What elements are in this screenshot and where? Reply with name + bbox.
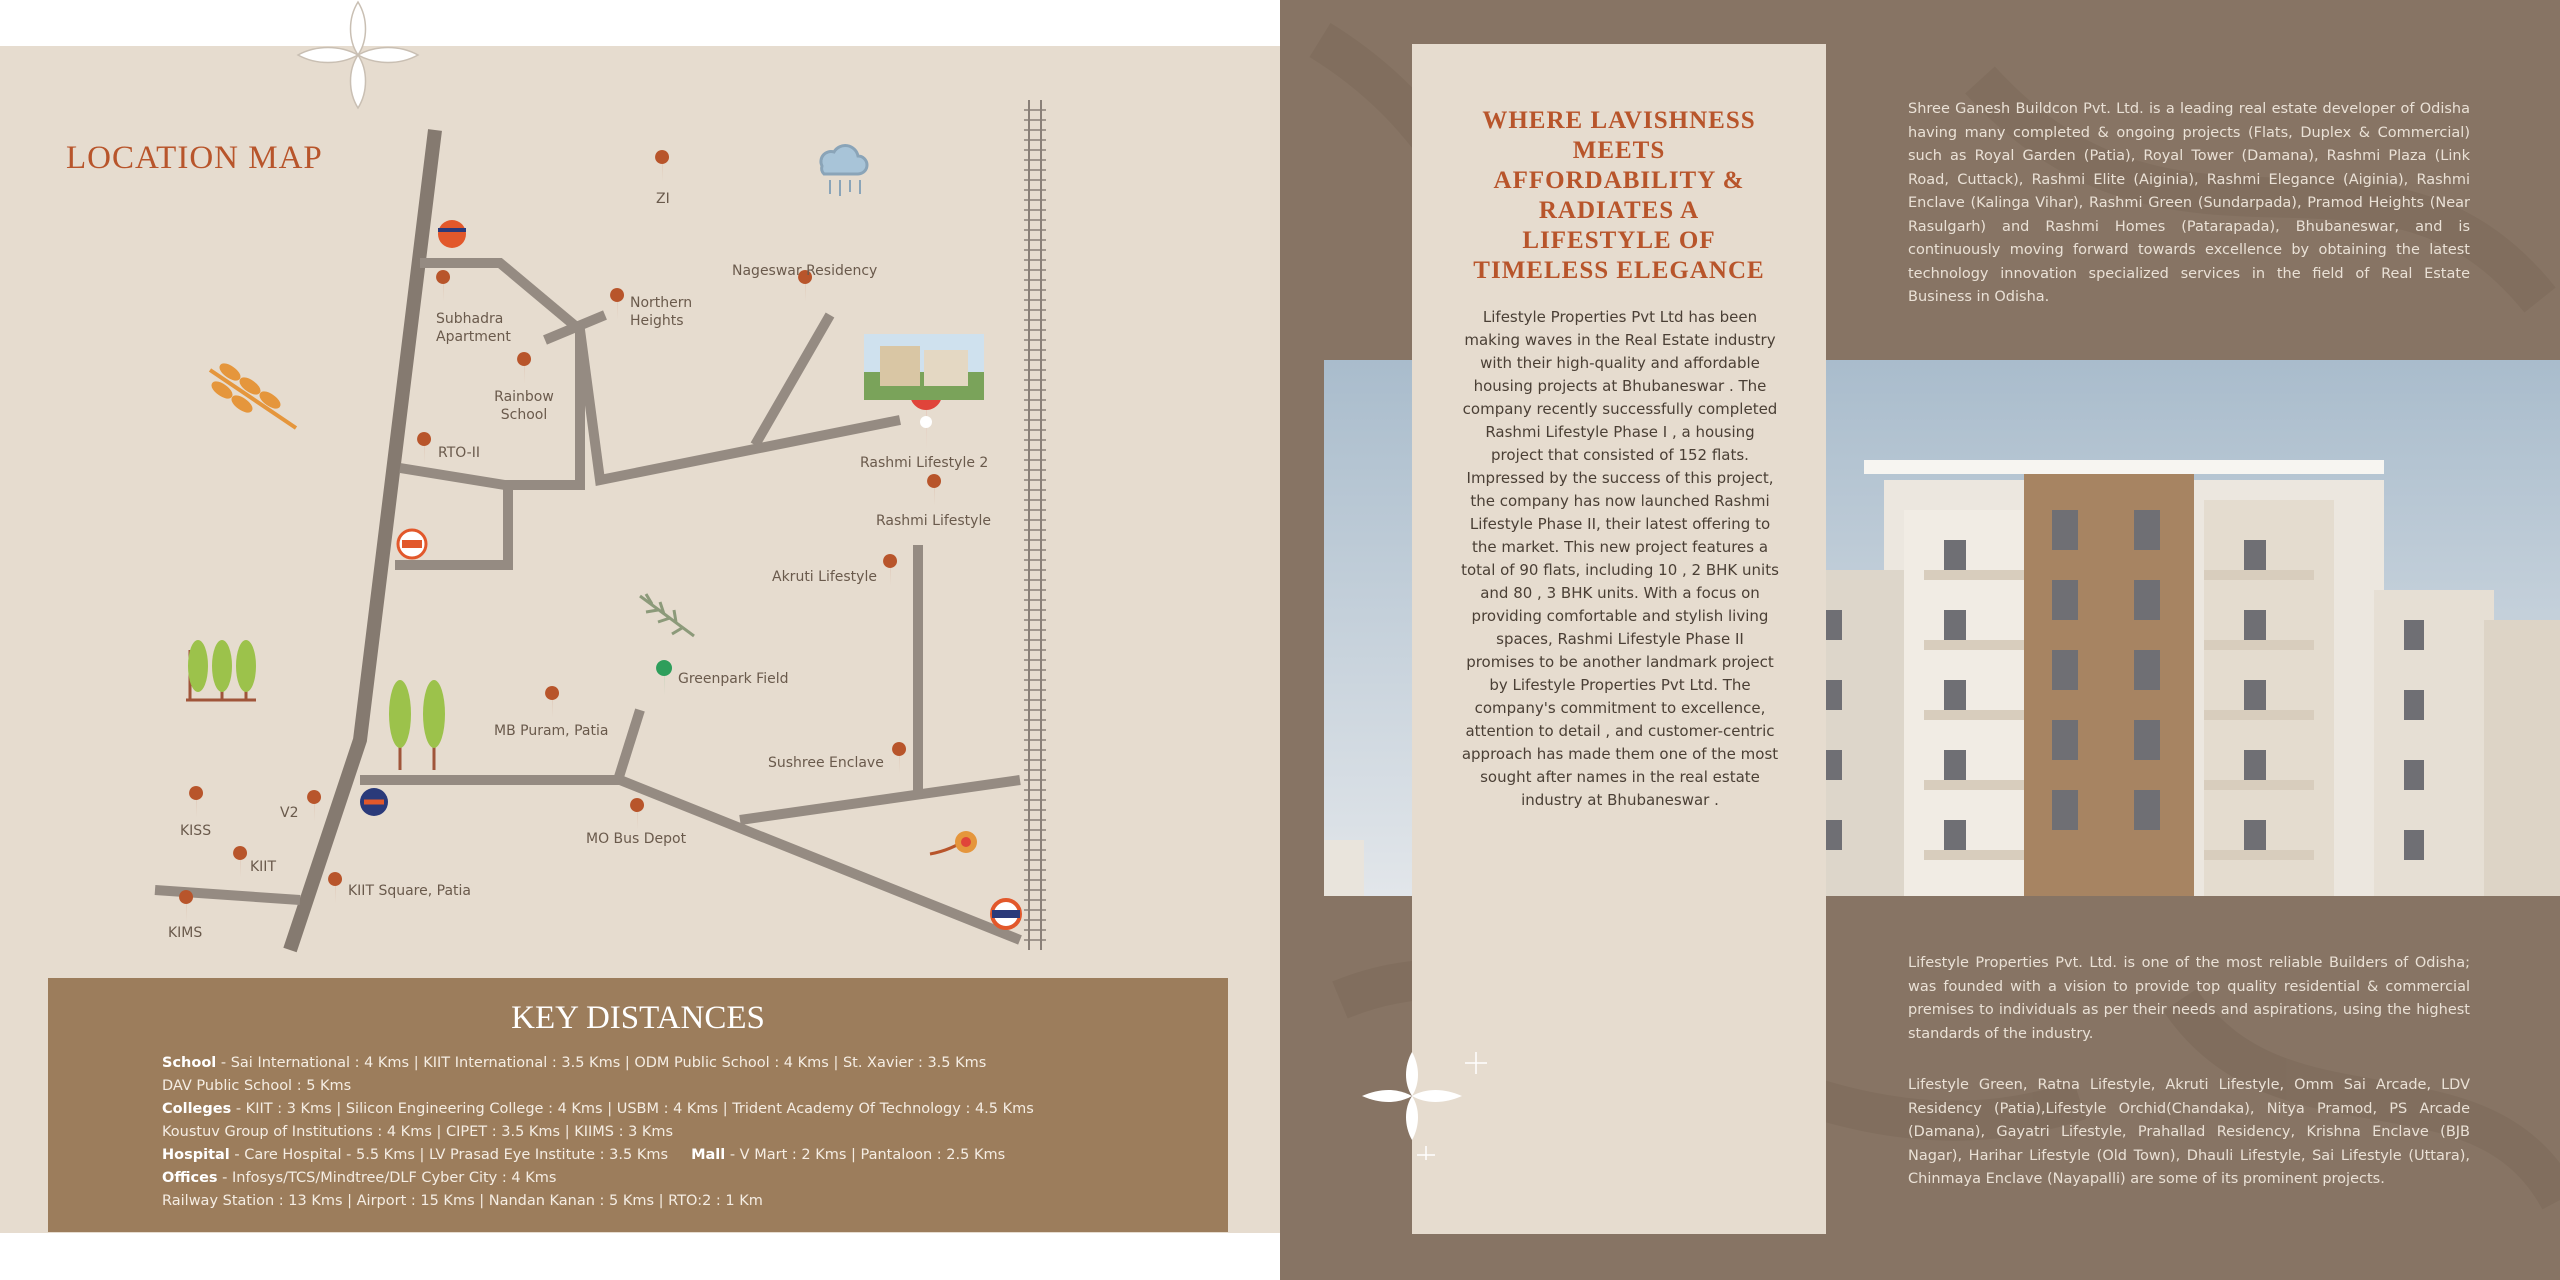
category-label: Colleges — [162, 1101, 232, 1117]
pin-icon — [328, 872, 342, 904]
pin-icon — [630, 798, 644, 830]
distance-text: - KIIT : 3 Kms | Silicon Engineering College : 4 Kms | USBM : 4 Kms | Trident Academy Of Technology : 4.5 Kms — [231, 1101, 1034, 1117]
distance-row — [162, 1144, 1034, 1167]
company-description: Shree Ganesh Buildcon Pvt. Ltd. is a leading real estate developer of Odisha having many completed & ongoing projects (Flats, Duplex & Commercial) such as Royal Garden (Patia), Royal Tower (Damana), Rashmi Plaza (Link Road, Cuttack), Rashmi Elite (Aiginia), Rashmi Elegance (Aiginia), Rashmi Enclave (Kalinga Vihar), Rashmi Green (Sundarpada), Pramod Heights (Near Rasulgarh) and Rashmi Homes (Patarapada), Bhubaneswar, and is continuously moving forward towards excellence by obtaining the latest technology innovation specialized services in the field of Real Estate Business in Odisha. — [1908, 101, 2470, 305]
pin-icon — [417, 432, 431, 464]
distance-row — [162, 1075, 1034, 1098]
pin-icon — [883, 554, 897, 586]
hp-logo-icon — [360, 788, 388, 816]
pin-icon — [655, 150, 669, 182]
distance-text: - Infosys/TCS/Mindtree/DLF Cyber City : 4 Kms — [217, 1170, 557, 1186]
distance-row — [162, 1098, 1034, 1121]
pin-icon — [179, 890, 193, 922]
place-label: Rashmi Lifestyle 2 — [860, 455, 989, 471]
place-label: MO Bus Depot — [586, 831, 687, 847]
distance-text: - V Mart : 2 Kms | Pantaloon : 2.5 Kms — [725, 1147, 1006, 1163]
company-projects: Lifestyle Green, Ratna Lifestyle, Akruti Lifestyle, Omm Sai Arcade, LDV Residency (Patia),Lifestyle Orchid(Chandaka), Nitya Pramod, PS Arcade (Damana), Gayatri Lifestyle, Prahallad Residency, Krishna Enclave (BJB Nagar), Harihar Lifestyle (Old Town), Dhauli Lifestyle, Sai Lifestyle (Uttara), Chinmaya Enclave (Nayapalli) are some of its prominent projects. — [1908, 1077, 2470, 1187]
indianoil-logo-icon — [438, 220, 466, 248]
place-label: Rainbow School — [494, 389, 554, 423]
flower-ornament — [1350, 1040, 1490, 1160]
company-vision: Lifestyle Properties Pvt. Ltd. is one of the most reliable Builders of Odisha; was founded with a vision to provide top quality residential & commercial premises to individuals as per their needs and aspirations, using the highest standards of the industry. — [1908, 955, 2470, 1042]
place-label: KIIT Square, Patia — [348, 883, 471, 899]
pin-icon — [436, 270, 450, 302]
place-label: V2 — [280, 805, 299, 821]
place-label: Rashmi Lifestyle — [876, 513, 991, 529]
distance-text: DAV Public School : 5 Kms — [162, 1078, 352, 1094]
trees-icon — [389, 680, 445, 770]
distance-text: - Care Hospital - 5.5 Kms | LV Prasad Eye Institute : 3.5 Kms — [229, 1147, 669, 1163]
place-label: RTO-II — [438, 445, 480, 461]
distance-text: Railway Station : 13 Kms | Airport : 15 Kms | Nandan Kanan : 5 Kms | RTO:2 : 1 Km — [162, 1193, 763, 1209]
category-label: Offices — [162, 1170, 218, 1186]
place-label: Subhadra Apartment — [436, 311, 511, 345]
category-label: Hospital — [162, 1147, 230, 1163]
place-label: KIMS — [168, 925, 203, 941]
pin-icon — [307, 790, 321, 822]
flower-icon — [930, 831, 977, 854]
distance-row — [162, 1190, 1034, 1213]
trees-icon — [186, 640, 256, 700]
pin-icon — [233, 846, 247, 878]
distance-text: Koustuv Group of Institutions : 4 Kms | CIPET : 3.5 Kms | KIIMS : 3 Kms — [162, 1124, 674, 1140]
railway — [1024, 100, 1046, 950]
pin-icon — [892, 742, 906, 774]
bharat-petroleum-logo-icon — [398, 530, 426, 558]
distance-row — [162, 1052, 1034, 1075]
key-distances-panel — [48, 978, 1228, 1232]
place-label: Northern Heights — [630, 295, 693, 329]
rain-cloud-icon — [821, 146, 867, 196]
leaf-icon — [640, 594, 694, 636]
place-label: Akruti Lifestyle — [772, 569, 877, 585]
place-label: ZI — [656, 191, 670, 207]
place-label: Nageswar Residency — [732, 263, 878, 279]
category-label: School — [162, 1055, 217, 1071]
wheat-icon — [210, 363, 296, 428]
pin-icon — [545, 686, 559, 718]
building-thumbnail — [864, 334, 984, 400]
distance-row — [162, 1121, 1034, 1144]
key-distances-list — [162, 1052, 1034, 1213]
place-label: KISS — [180, 823, 212, 839]
place-label: Greenpark Field — [678, 671, 789, 687]
key-distances-title: KEY DISTANCES — [511, 1000, 765, 1036]
map-title: LOCATION MAP — [66, 140, 323, 176]
place-label: KIIT — [250, 859, 276, 875]
category-label: Mall — [691, 1147, 726, 1163]
pin-icon — [189, 786, 203, 818]
distance-text: - Sai International : 4 Kms | KIIT International : 3.5 Kms | ODM Public School : 4 Kms | St. Xavier : 3.5 Kms — [216, 1055, 987, 1071]
pin-icon — [656, 660, 672, 696]
pin-icon — [610, 288, 624, 320]
headline-title: WHERE LAVISHNESS MEETS AFFORDABILITY & RADIATES A LIFESTYLE OF TIMELESS ELEGANCE — [1473, 107, 1765, 284]
metro-logo-icon — [992, 900, 1020, 928]
pin-icon — [517, 352, 531, 384]
headline-body: Lifestyle Properties Pvt Ltd has been making waves in the Real Estate industry with their high-quality and affordable housing projects at Bhubaneswar . The company recently successfully completed Rashmi Lifestyle Phase I , a housing project that consisted of 152 flats. Impressed by the success of this project, the company has now launched Rashmi Lifestyle Phase II, their latest offering to the market. This new project features a total of 90 flats, including 10 , 2 BHK units and 80 , 3 BHK units. With a focus on providing comfortable and stylish living spaces, Rashmi Lifestyle Phase II promises to be another landmark project by Lifestyle Properties Pvt Ltd. The company's commitment to excellence, attention to detail , and customer-centric approach has made them one of the most sought after names in the real estate industry at Bhubaneswar . — [1461, 308, 1779, 809]
distance-row — [162, 1167, 1034, 1190]
roads — [155, 130, 1020, 950]
place-label: Sushree Enclave — [768, 755, 884, 771]
pin-icon — [927, 474, 941, 506]
place-label: MB Puram, Patia — [494, 723, 609, 739]
